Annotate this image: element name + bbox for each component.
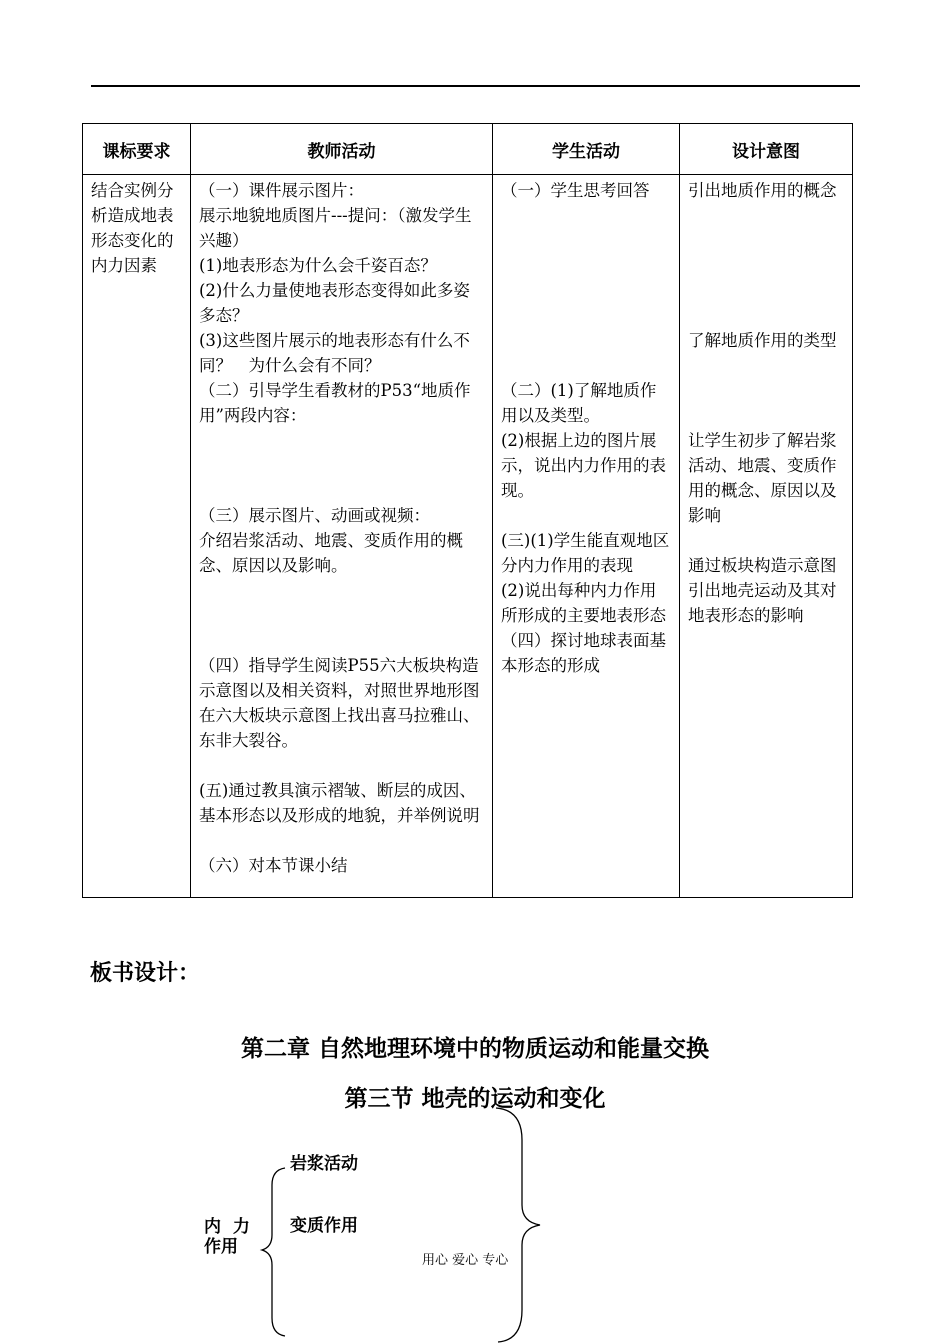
left-brace xyxy=(262,1168,285,1336)
board-label-internal-force: 内 力 xyxy=(204,1217,250,1237)
teacher-step-4: （四）指导学生阅读P55六大板块构造示意图以及相关资料，对照世界地形图在六大板块示意图上找出喜马拉雅山、东非大裂谷。 xyxy=(199,656,480,750)
teacher-question-3: (3)这些图片展示的地表形态有什么不同？ 为什么会有不同？ xyxy=(199,331,470,375)
student-step-3: (三)(1)学生能直观地区分内力作用的表现 xyxy=(501,531,670,575)
teacher-step-3: （三）展示图片、动画或视频： xyxy=(199,506,430,525)
page-footer: 用心 爱心 专心 xyxy=(422,1253,509,1268)
header-design-intent: 设计意图 xyxy=(680,124,853,175)
teacher-step-6: （六）对本节课小结 xyxy=(199,856,348,875)
intent-2: 了解地质作用的类型 xyxy=(688,331,837,350)
student-text: (2)说出每种内力作用所形成的主要地表形态 xyxy=(501,581,666,625)
teacher-text: 展示地貌地质图片---提问：（激发学生兴趣） xyxy=(199,206,472,250)
board-item-magma: 岩浆活动 xyxy=(290,1154,358,1174)
header-teacher-activity: 教师活动 xyxy=(191,124,493,175)
intent-3: 让学生初步了解岩浆活动、地震、变质作用的概念、原因以及影响 xyxy=(688,431,837,525)
right-brace xyxy=(496,1108,540,1342)
intent-4: 通过板块构造示意图引出地壳运动及其对地表形态的影响 xyxy=(688,556,837,625)
teacher-question-2: (2)什么力量使地表形态变得如此多姿多态？ xyxy=(199,281,470,325)
teacher-step-2: （二）引导学生看教材的P53“地质作用”两段内容： xyxy=(199,381,471,425)
board-design-heading: 板书设计： xyxy=(90,961,201,986)
board-label-action: 作用 xyxy=(204,1237,238,1257)
header-curriculum: 课标要求 xyxy=(83,124,191,175)
teacher-step-5: (五)通过教具演示褶皱、断层的成因、基本形态以及形成的地貌，并举例说明 xyxy=(199,781,480,825)
section-title: 第三节 地壳的运动和变化 xyxy=(344,1086,606,1112)
chapter-title: 第二章 自然地理环境中的物质运动和能量交换 xyxy=(240,1036,709,1062)
student-text: (2)根据上边的图片展示，说出内力作用的表现。 xyxy=(501,431,666,500)
curriculum-text: 结合实例分析造成地表形态变化的内力因素 xyxy=(91,181,174,275)
student-step-4: （四）探讨地球表面基本形态的形成 xyxy=(501,631,666,675)
header-student-activity: 学生活动 xyxy=(493,124,680,175)
teacher-text: 介绍岩浆活动、地震、变质作用的概念、原因以及影响。 xyxy=(199,531,463,575)
teacher-question-1: (1)地表形态为什么会千姿百态？ xyxy=(199,256,437,275)
intent-1: 引出地质作用的概念 xyxy=(688,181,837,200)
student-step-1: （一）学生思考回答 xyxy=(501,181,650,200)
teacher-step-1: （一）课件展示图片： xyxy=(199,181,364,200)
board-item-metamorphism: 变质作用 xyxy=(290,1216,358,1236)
student-step-2: （二）(1)了解地质作用以及类型。 xyxy=(501,381,657,425)
